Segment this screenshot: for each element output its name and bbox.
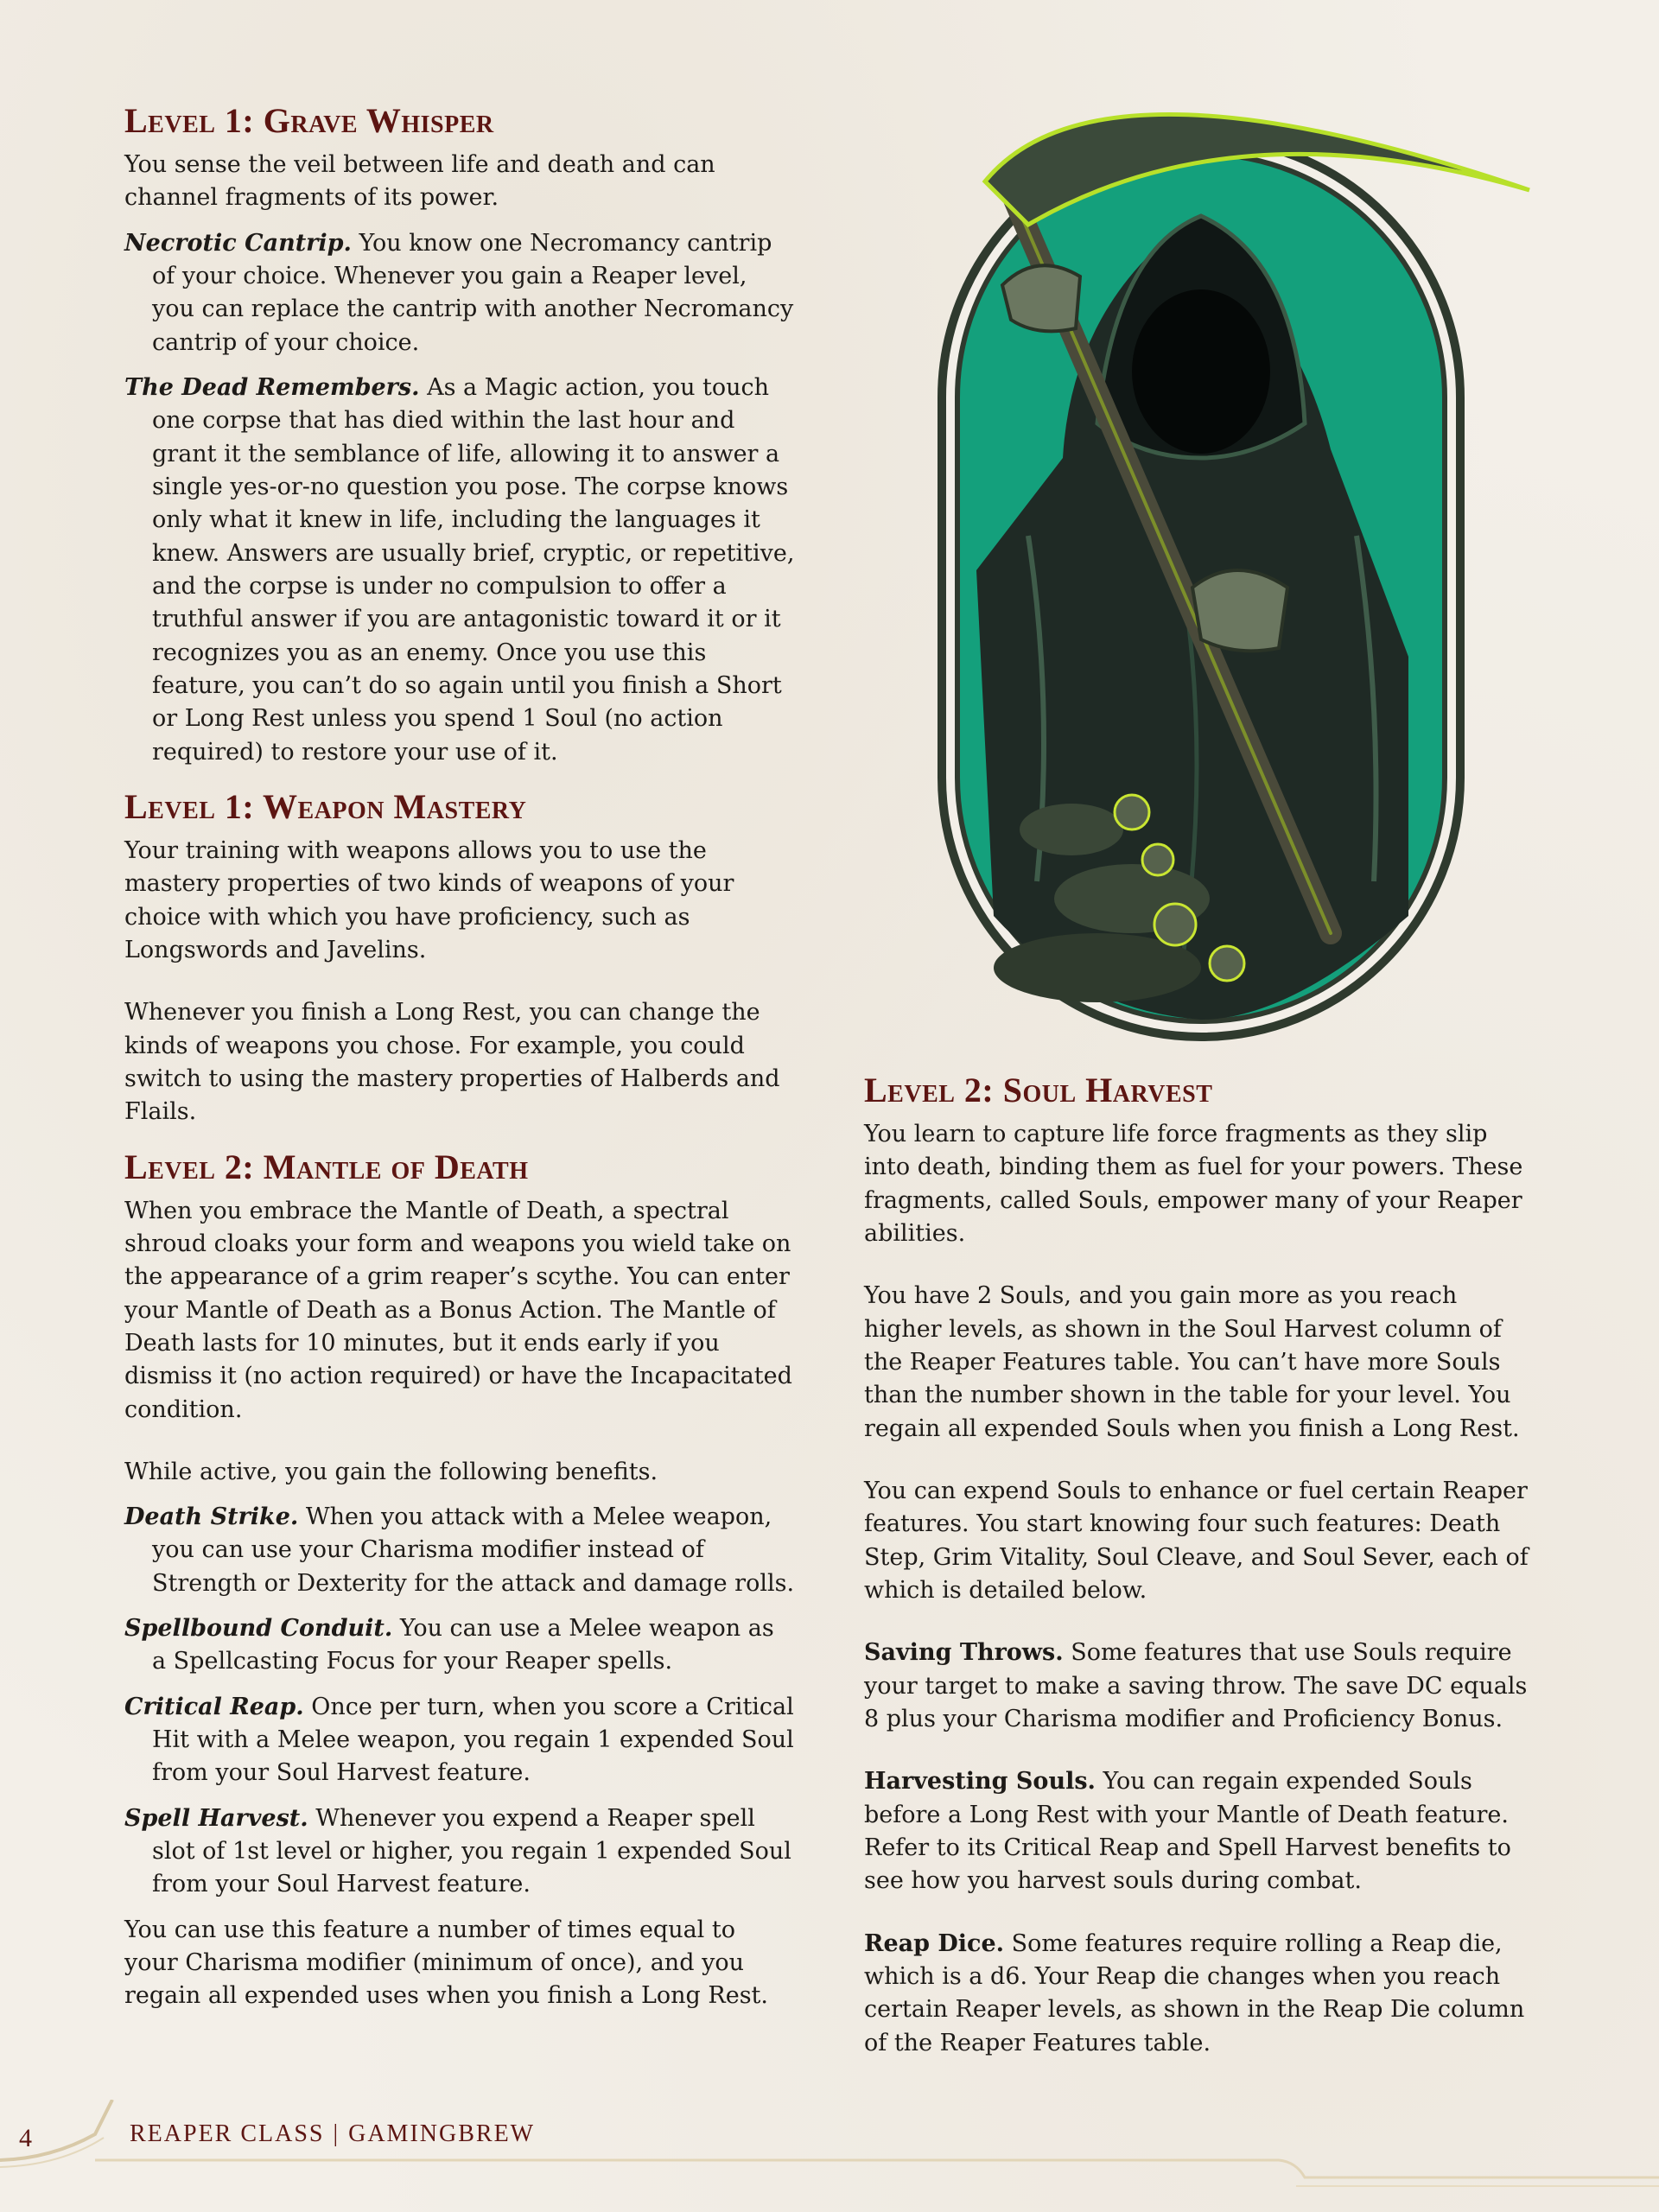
mantle-of-death-heading: Level 2: Mantle of Death [124, 1147, 529, 1186]
death-strike-text: When you attack with a Melee weapon, you can use your Charisma modifier instead of Strength or Dexterity for the attack and damage rolls. [152, 1503, 795, 1597]
critical-reap-text: Once per turn, when you score a Critical Hit with a Melee weapon, you regain 1 expended Soul from your Soul Harvest feature. [152, 1693, 794, 1787]
critical-reap-paragraph [124, 1691, 795, 1790]
page-number: 4 [19, 2124, 32, 2152]
grave-whisper-section [124, 102, 795, 769]
death-strike-title: Death Strike. [124, 1503, 299, 1531]
soul-face [1210, 946, 1244, 981]
spell-harvest-title: Spell Harvest. [124, 1804, 308, 1832]
necrotic-cantrip-text: You know one Necromancy cantrip of your choice. Whenever you gain a Reaper level, you can replace the cantrip with another Necromancy cantrip of your choice. [152, 229, 794, 356]
right-column [864, 1071, 1538, 2079]
spellbound-conduit-title: Spellbound Conduit. [124, 1615, 393, 1643]
saving-throws-paragraph [864, 1637, 1538, 1736]
dead-remembers-title: The Dead Remembers. [124, 373, 420, 401]
weapon-mastery-heading: Level 1: Weapon Mastery [124, 786, 527, 826]
grave-whisper-intro: You sense the veil between life and death and can channel fragments of its power. [124, 151, 715, 212]
grim-reaper-illustration [925, 52, 1547, 1063]
soul-face [1142, 844, 1173, 875]
smoke-cloud [1020, 804, 1123, 855]
reap-dice-paragraph [864, 1928, 1538, 2060]
critical-reap-title: Critical Reap. [124, 1693, 304, 1720]
footer-rule [95, 2160, 1659, 2177]
spell-harvest-paragraph [124, 1802, 795, 1902]
soul-harvest-p2: You have 2 Souls, and you gain more as you reach higher levels, as shown in the Soul Harvest column of the Reaper Features table. You can’t have more Souls than the number shown in the table for your level. You regain all expended Souls when you finish a Long Rest. [864, 1282, 1520, 1442]
weapon-mastery-p2: Whenever you finish a Long Rest, you can change the kinds of weapons you chose. For example, you could switch to using the mastery properties of Halberds and Flails. [124, 999, 780, 1126]
spellbound-conduit-text: You can use a Melee weapon as a Spellcasting Focus for your Reaper spells. [152, 1615, 774, 1675]
harvesting-souls-title: Harvesting Souls. [864, 1768, 1096, 1796]
mantle-of-death-p3: You can use this feature a number of times equal to your Charisma modifier (minimum of once), and you regain all expended uses when you finish a Long Rest. [124, 1916, 768, 2010]
harvesting-souls-text: You can regain expended Souls before a Long Rest with your Mantle of Death feature. Refer to its Critical Reap and Spell Harvest benefits to see how you harvest souls during combat. [864, 1768, 1511, 1895]
grave-whisper-heading: Level 1: Grave Whisper [124, 101, 494, 140]
saving-throws-text: Some features that use Souls require your target to make a saving throw. The save DC equals 8 plus your Charisma modifier and Proficiency Bonus. [864, 1639, 1528, 1732]
upper-hand [1002, 265, 1080, 331]
lower-hand [1192, 570, 1287, 651]
necrotic-cantrip-paragraph [124, 227, 795, 359]
saving-throws-title: Saving Throws. [864, 1639, 1064, 1667]
soul-face [1154, 904, 1196, 945]
footer-left-label: REAPER CLASS [130, 2120, 325, 2147]
spell-harvest-text: Whenever you expend a Reaper spell slot of 1st level or higher, you regain 1 expended Soul from your Soul Harvest feature. [152, 1804, 791, 1898]
dead-remembers-paragraph [124, 372, 795, 769]
soul-harvest-section [864, 1071, 1538, 2060]
footer-flourish [0, 2100, 112, 2160]
weapon-mastery-section [124, 788, 795, 1129]
soul-harvest-p3: You can expend Souls to enhance or fuel certain Reaper features. You start knowing four such features: Death Step, Grim Vitality, Soul Cleave, and Soul Sever, each of which is detailed below. [864, 1477, 1529, 1604]
mantle-of-death-p2: While active, you gain the following benefits. [124, 1458, 658, 1485]
mantle-of-death-p1: When you embrace the Mantle of Death, a spectral shroud cloaks your form and weapons you wield take on the appearance of a grim reaper’s scythe. You can enter your Mantle of Death as a Bonus Action. The Mantle of Death lasts for 10 minutes, but it ends early if you dismiss it (no action required) or have the Incapacitated condition. [124, 1197, 792, 1423]
left-column [124, 102, 795, 2032]
death-strike-paragraph [124, 1501, 795, 1600]
reap-dice-title: Reap Dice. [864, 1929, 1005, 1957]
footer-separator: | [333, 2120, 340, 2147]
harvesting-souls-paragraph [864, 1765, 1538, 1897]
dead-remembers-text: As a Magic action, you touch one corpse that has died within the last hour and grant it the semblance of life, allowing it to answer a single yes-or-no question you pose. The corpse knows only what it knew in life, including the languages it knew. Answers are usually brief, cryptic, or repetitive, and the corpse is under no compulsion to offer a truthful answer if you are antagonistic toward it or it recognizes you as an enemy. Once you use this feature, you can’t do so again until you finish a Short or Long Rest unless you spend 1 Soul (no action required) to restore your use of it. [152, 373, 795, 766]
soul-face [1115, 795, 1149, 830]
footer-ornament [0, 2100, 1659, 2212]
running-footer [130, 2120, 535, 2148]
spellbound-conduit-paragraph [124, 1612, 795, 1679]
reap-dice-text: Some features require rolling a Reap die, which is a d6. Your Reap die changes when you reach certain Reaper levels, as shown in the Reap Die column of the Reaper Features table. [864, 1929, 1525, 2056]
necrotic-cantrip-title: Necrotic Cantrip. [124, 229, 352, 257]
grim-reaper-image [925, 52, 1547, 1063]
soul-harvest-heading: Level 2: Soul Harvest [864, 1071, 1213, 1109]
mantle-of-death-section [124, 1148, 795, 2013]
hood-void [1132, 289, 1270, 454]
footer-right-label: GAMINGBREW [348, 2120, 536, 2147]
weapon-mastery-p1: Your training with weapons allows you to use the mastery properties of two kinds of weapons of your choice with which you have proficiency, such as Longswords and Javelins. [124, 836, 734, 963]
soul-harvest-p1: You learn to capture life force fragments as they slip into death, binding them as fuel for your powers. These fragments, called Souls, empower many of your Reaper abilities. [864, 1121, 1523, 1247]
